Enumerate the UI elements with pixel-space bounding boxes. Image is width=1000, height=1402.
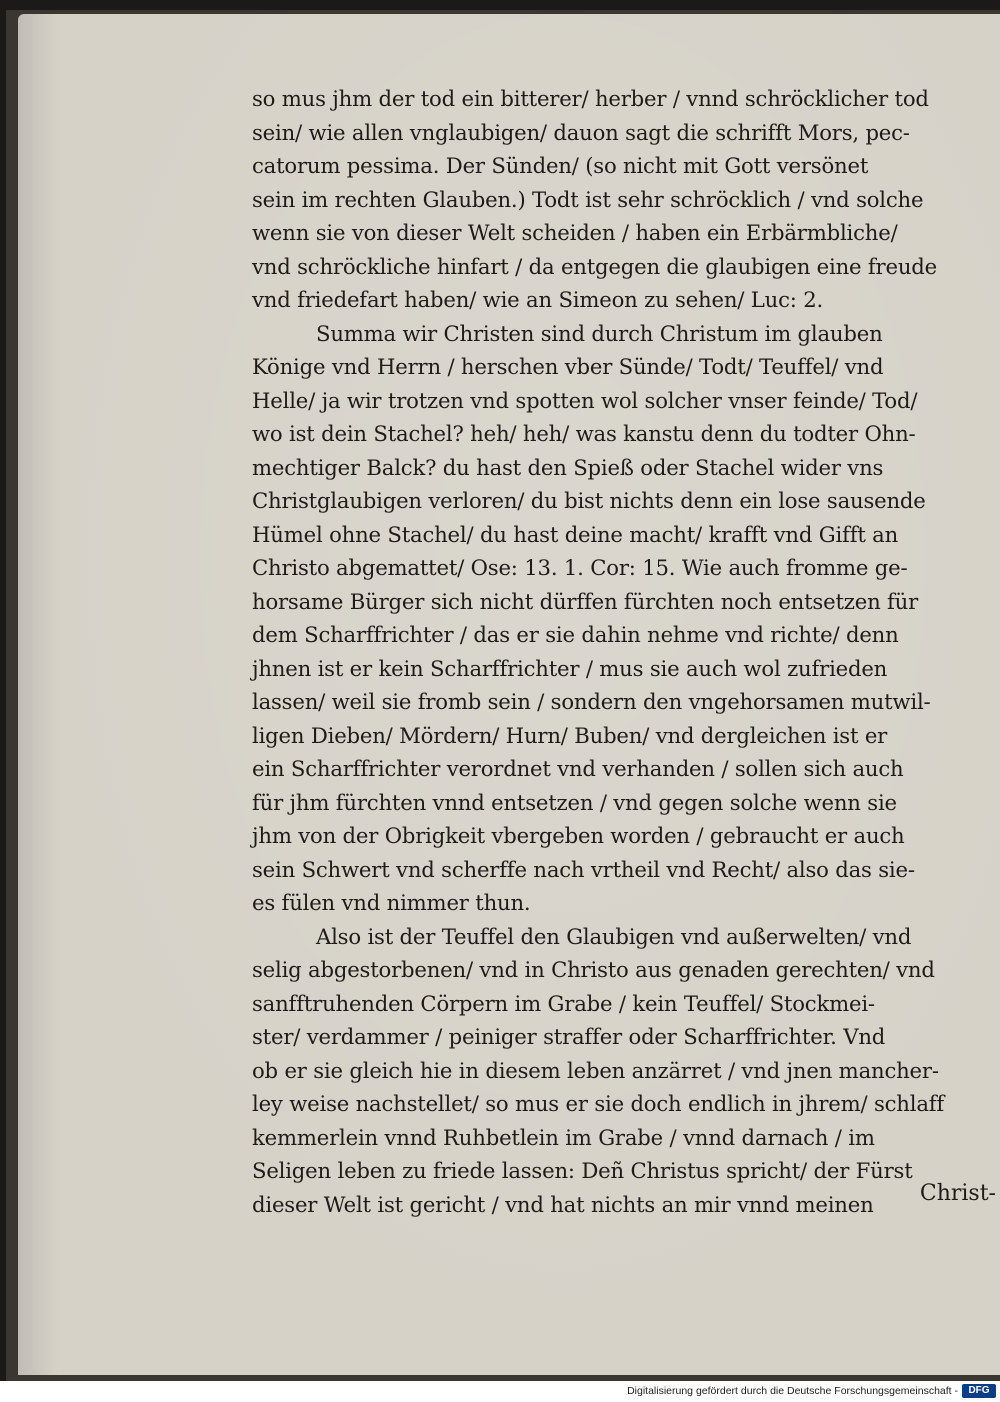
text-line: Christo abgemattet/ Ose: 13. 1. Cor: 15. Wie auch fromme ge- [252,555,908,580]
text-line: Seligen leben zu friede lassen: Deñ Christus spricht/ der Fürst [252,1158,913,1183]
dfg-logo-icon: DFG [962,1384,996,1398]
text-line: dem Scharffrichter / das er sie dahin nehme vnd richte/ denn [252,622,899,647]
text-line: selig abgestorbenen/ vnd in Christo aus genaden gerechten/ vnd [252,957,935,982]
text-line: kemmerlein vnnd Ruhbetlein im Grabe / vnnd darnach / im [252,1124,875,1150]
catchword: Christ- [919,1181,996,1206]
text-line: jhnen ist er kein Scharffrichter / mus sie auch wol zufrieden [252,655,888,681]
text-line: Also ist der Teuffel den Glaubigen vnd außerwelten/ vnd [316,923,912,949]
text-line: Helle/ ja wir trotzen vnd spotten wol solcher vnser feinde/ Tod/ [252,387,918,413]
text-line: lassen/ weil sie fromb sein / sondern den vngehorsamen mutwil- [252,689,931,714]
text-line: Christglaubigen verloren/ du bist nichts denn ein lose sausende [252,488,926,513]
text-line: vnd schröckliche hinfart / da entgegen die glaubigen eine freude [252,253,937,279]
text-line: sein Schwert vnd scherffe nach vrtheil vnd Recht/ also das sie- [252,856,915,882]
text-line: ster/ verdammer / peiniger straffer oder Scharffrichter. Vnd [252,1024,886,1049]
text-line: vnd friedefart haben/ wie an Simeon zu sehen/ Luc: 2. [252,287,824,312]
text-line: mechtiger Balck? du hast den Spieß oder Stachel wider vns [252,454,884,480]
text-line: für jhm fürchten vnnd entsetzen / vnd gegen solche wenn sie [252,789,897,815]
text-line: Summa wir Christen sind durch Christum im glauben [316,320,883,346]
text-line: catorum pessima. Der Sünden/ (so nicht mit Gott versönet [252,153,869,178]
text-line: dieser Welt ist gericht / vnd hat nichts an mir vnnd meinen [252,1191,874,1217]
text-line: horsame Bürger sich nicht dürffen fürchten noch entsetzen für [252,588,919,614]
footer-bar [0,1381,1000,1402]
text-line: sanfftruhenden Cörpern im Grabe / kein Teuffel/ Stockmei- [252,990,875,1016]
text-line: Hümel ohne Stachel/ du hast deine macht/ krafft vnd Gifft an [252,521,899,547]
text-line: sein im rechten Glauben.) Todt ist sehr schröcklich / vnd solche [252,186,924,212]
funding-credit: Digitalisierung gefördert durch die Deutsche Forschungsgemeinschaft - [627,1385,958,1397]
text-line: ob er sie gleich hie in diesem leben anzärret / vnd jnen mancher- [252,1057,939,1083]
text-line: so mus jhm der tod ein bitterer/ herber / vnnd schröcklicher tod [252,86,929,111]
text-line: ligen Dieben/ Mördern/ Hurn/ Buben/ vnd dergleichen ist er [252,722,888,748]
text-line: ley weise nachstellet/ so mus er sie doch endlich in jhrem/ schlaff [252,1091,945,1116]
text-line: sein/ wie allen vnglaubigen/ dauon sagt die schrifft Mors, pec- [252,119,910,145]
text-line: wo ist dein Stachel? heh/ heh/ was kanstu denn du todter Ohn- [252,421,916,446]
text-line: jhm von der Obrigkeit vbergeben worden / gebraucht er auch [252,823,905,848]
text-line: ein Scharffrichter verordnet vnd verhanden / sollen sich auch [252,756,904,781]
text-line: es fülen vnd nimmer thun. [252,890,531,915]
page-text-block [252,82,997,1221]
text-line: Könige vnd Herrn / herschen vber Sünde/ Todt/ Teuffel/ vnd [252,354,884,379]
text-line: wenn sie von dieser Welt scheiden / haben ein Erbärmbliche/ [252,220,898,245]
